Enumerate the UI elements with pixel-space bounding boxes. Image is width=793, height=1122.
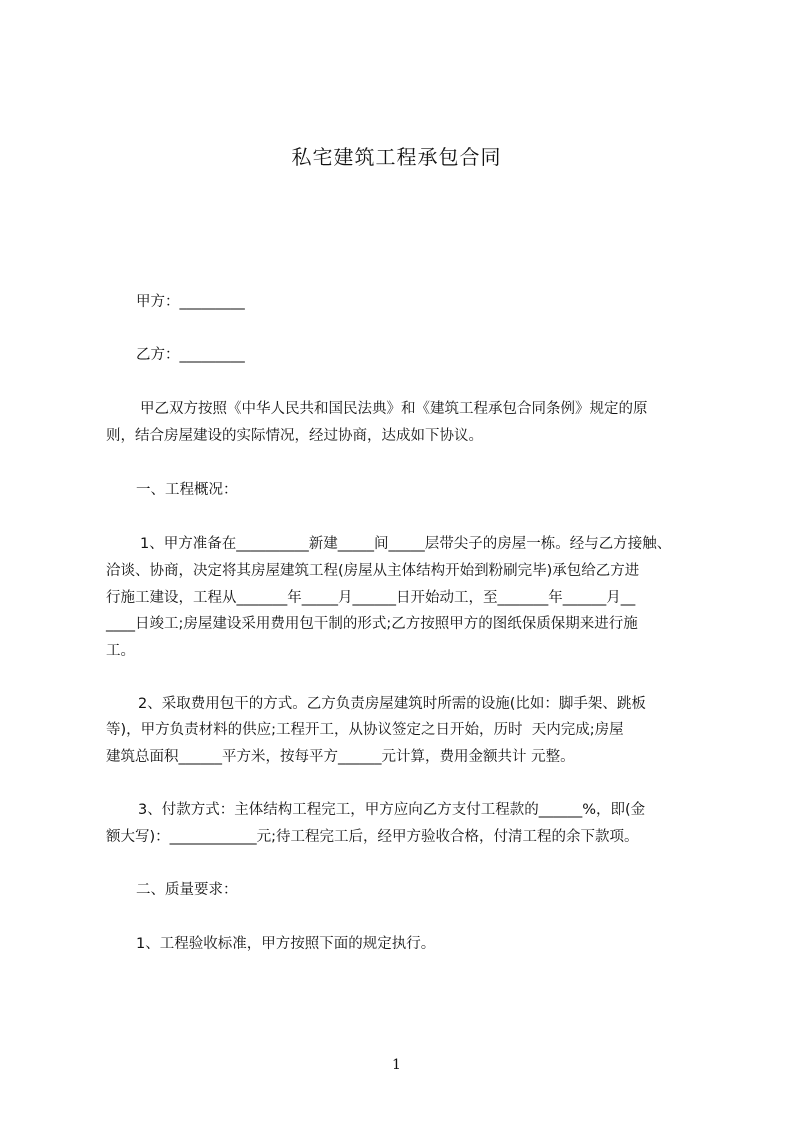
section-heading-quality: 二、质量要求： [136,882,238,898]
clause-3-line: 额大写)：____________元;待工程完工后，经甲方验收合格，付清工程的余下款项。 [106,829,639,845]
clause-1-line: 1、甲方准备在__________新建_____间_____层带尖子的房屋一栋。经与乙方接触、 [140,536,672,552]
clause-3-line: 3、付款方式：主体结构工程完工，甲方应向乙方支付工程款的______%，即(金 [138,802,646,818]
clause-2-line: 建筑总面积______平方米，按每平方______元计算，费用金额共计 元整。 [106,749,575,765]
party-b-line: 乙方：_________ [136,347,245,363]
clause-1-line: 洽谈、协商，决定将其房屋建筑工程(房屋从主体结构开始到粉刷完毕)承包给乙方进 [106,563,640,579]
clause-quality-line: 1、工程验收标准，甲方按照下面的规定执行。 [136,936,436,952]
clause-2-line: 2、采取费用包干的方式。乙方负责房屋建筑时所需的设施(比如：脚手架、跳板 [138,696,646,712]
section-heading-overview: 一、工程概况： [136,482,238,498]
document-title: 私宅建筑工程承包合同 [291,145,502,169]
party-a-line: 甲方：_________ [136,294,245,310]
clause-1-line: 工。 [106,643,135,659]
page-number: 1 [392,1057,401,1073]
clause-1-line: ____日竣工;房屋建设采用费用包干制的形式;乙方按照甲方的图纸保质保期来进行施 [106,616,638,632]
preamble-line: 则，结合房屋建设的实际情况，经过协商，达成如下协议。 [106,428,483,444]
clause-1-line: 行施工建设，工程从_______年_____月______日开始动工，至_______年______月__ [106,590,636,606]
preamble-line: 甲乙双方按照《中华人民共和国民法典》和《建筑工程承包合同条例》规定的原 [140,401,648,417]
clause-2-line: 等)，甲方负责材料的供应;工程开工，从协议签定之日开始，历时 天内完成;房屋 [106,722,624,738]
